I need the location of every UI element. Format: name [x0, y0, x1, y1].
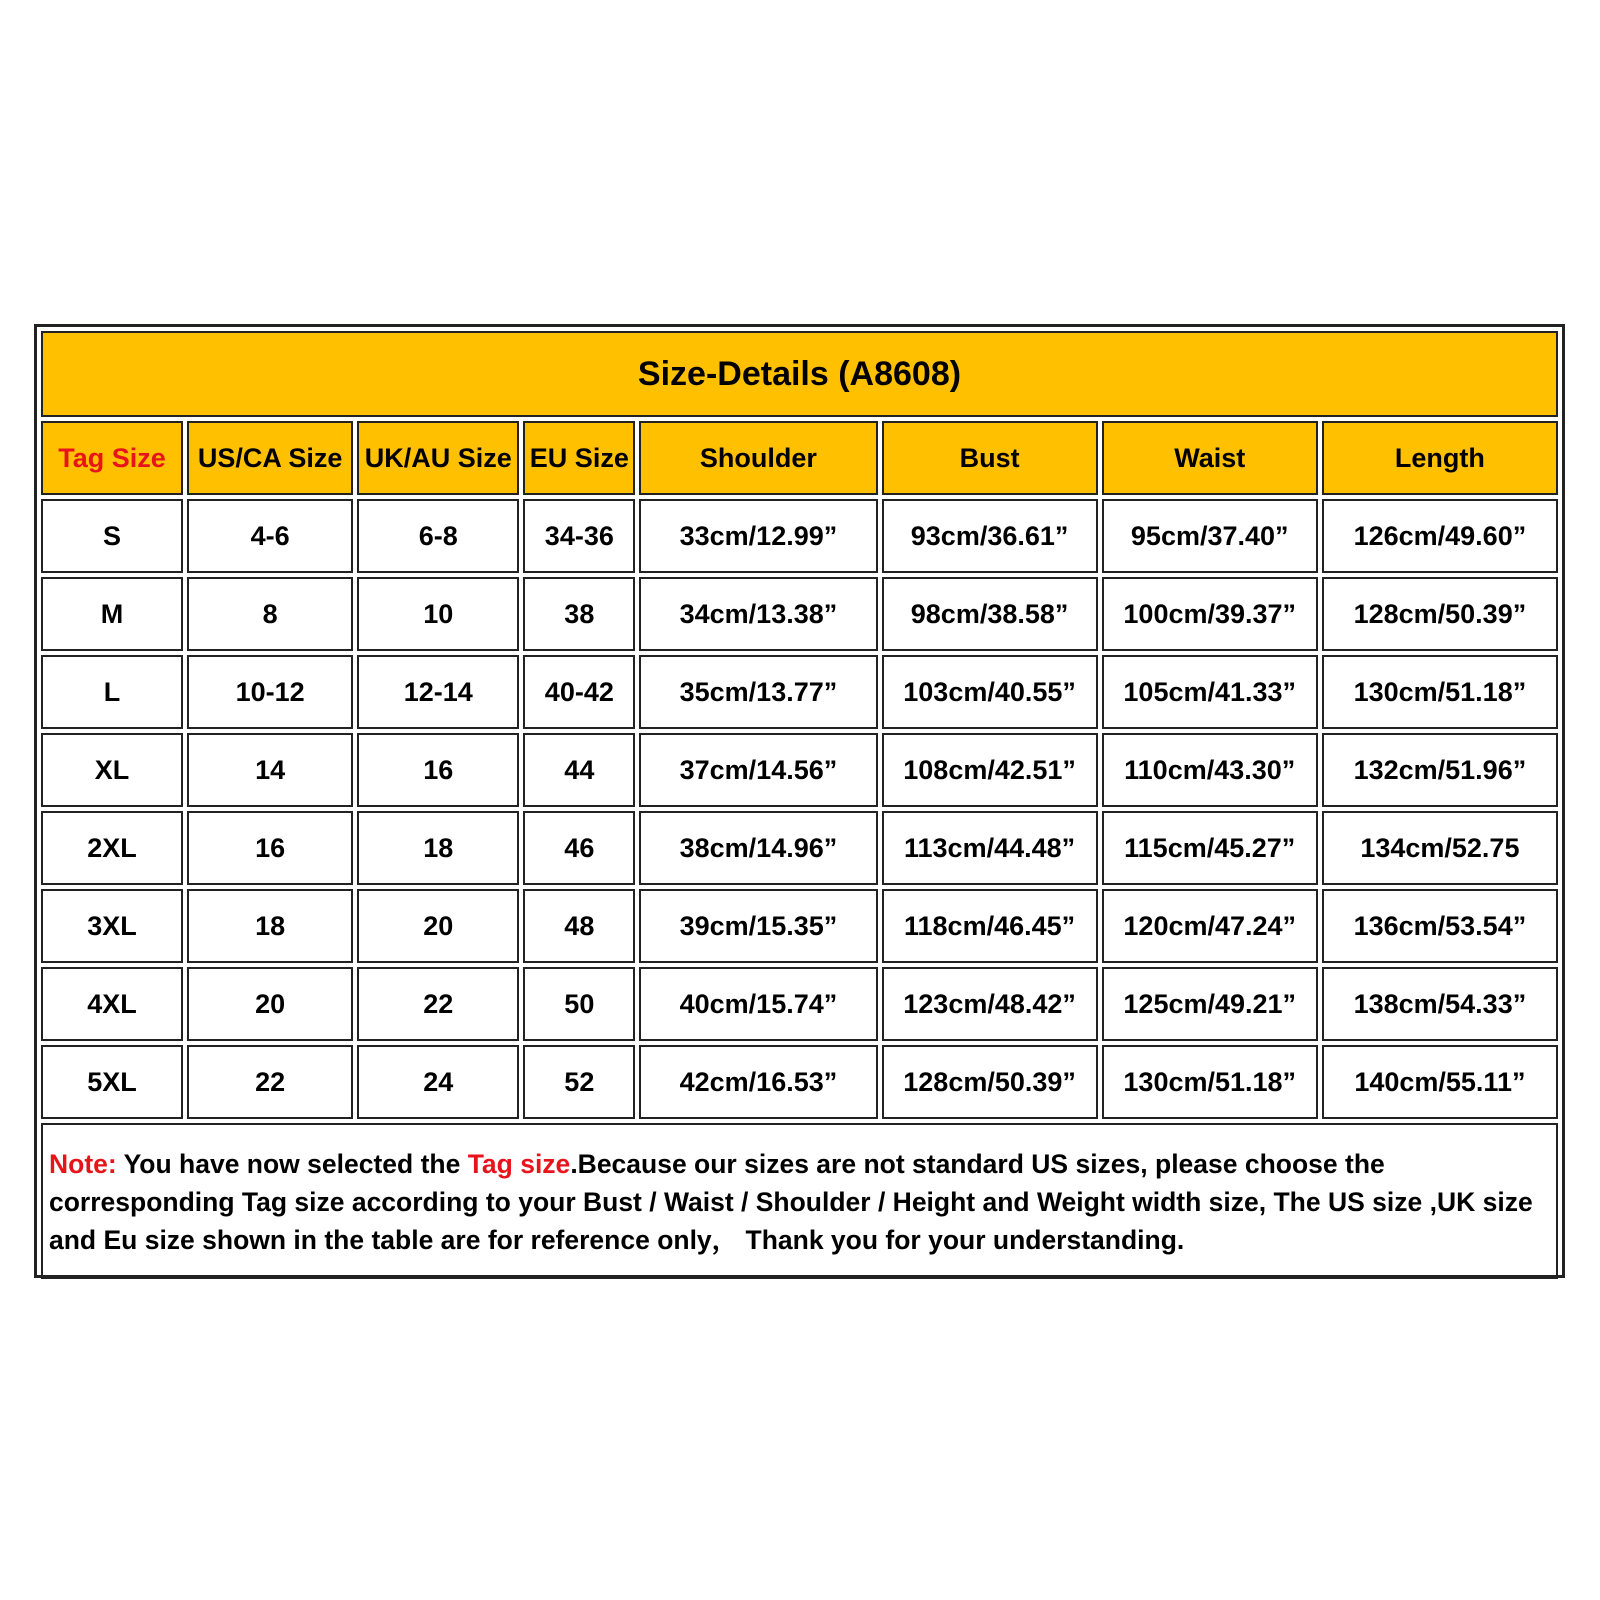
- table-row: [41, 577, 1558, 651]
- note-label: Note:: [49, 1149, 117, 1179]
- cell-length: 130cm/51.18”: [1322, 655, 1558, 729]
- cell-eu-size: 46: [523, 811, 635, 885]
- cell-waist: 120cm/47.24”: [1102, 889, 1318, 963]
- cell-length: 134cm/52.75: [1322, 811, 1558, 885]
- cell-length: 138cm/54.33”: [1322, 967, 1558, 1041]
- cell-bust: 103cm/40.55”: [882, 655, 1098, 729]
- table-row: [41, 889, 1558, 963]
- table-row: [41, 811, 1558, 885]
- size-chart-table: [37, 327, 1562, 1283]
- table-row: [41, 655, 1558, 729]
- cell-waist: 100cm/39.37”: [1102, 577, 1318, 651]
- cell-waist: 110cm/43.30”: [1102, 733, 1318, 807]
- header-bust: Bust: [882, 421, 1098, 495]
- cell-eu-size: 48: [523, 889, 635, 963]
- cell-tag-size: L: [41, 655, 183, 729]
- cell-eu-size: 34-36: [523, 499, 635, 573]
- cell-tag-size: S: [41, 499, 183, 573]
- note-row: [41, 1123, 1558, 1279]
- cell-us-ca-size: 16: [187, 811, 353, 885]
- cell-bust: 128cm/50.39”: [882, 1045, 1098, 1119]
- header-shoulder: Shoulder: [639, 421, 877, 495]
- cell-tag-size: 5XL: [41, 1045, 183, 1119]
- size-chart-frame: [34, 324, 1565, 1278]
- cell-us-ca-size: 18: [187, 889, 353, 963]
- cell-us-ca-size: 4-6: [187, 499, 353, 573]
- cell-eu-size: 52: [523, 1045, 635, 1119]
- cell-us-ca-size: 14: [187, 733, 353, 807]
- cell-bust: 123cm/48.42”: [882, 967, 1098, 1041]
- header-us-ca-size: US/CA Size: [187, 421, 353, 495]
- cell-shoulder: 40cm/15.74”: [639, 967, 877, 1041]
- cell-uk-au-size: 12-14: [357, 655, 519, 729]
- cell-shoulder: 33cm/12.99”: [639, 499, 877, 573]
- note-text-part-2: .Because our sizes are not standard US sizes, please choose the corresponding Tag size according to your Bust / Waist / Shoulder / Height and Weight width size, The US size ,UK size and Eu size shown in the table are for reference only， Thank you for your understanding.: [49, 1149, 1533, 1255]
- cell-us-ca-size: 8: [187, 577, 353, 651]
- note-text: [41, 1123, 1558, 1279]
- header-row: [41, 421, 1558, 495]
- cell-uk-au-size: 10: [357, 577, 519, 651]
- cell-waist: 115cm/45.27”: [1102, 811, 1318, 885]
- cell-bust: 93cm/36.61”: [882, 499, 1098, 573]
- table-row: [41, 499, 1558, 573]
- cell-tag-size: 2XL: [41, 811, 183, 885]
- header-uk-au-size: UK/AU Size: [357, 421, 519, 495]
- cell-eu-size: 44: [523, 733, 635, 807]
- cell-eu-size: 40-42: [523, 655, 635, 729]
- cell-waist: 130cm/51.18”: [1102, 1045, 1318, 1119]
- cell-uk-au-size: 6-8: [357, 499, 519, 573]
- note-highlight-tag-size: Tag size: [467, 1149, 571, 1179]
- cell-length: 126cm/49.60”: [1322, 499, 1558, 573]
- header-waist: Waist: [1102, 421, 1318, 495]
- cell-tag-size: 4XL: [41, 967, 183, 1041]
- cell-uk-au-size: 24: [357, 1045, 519, 1119]
- cell-us-ca-size: 10-12: [187, 655, 353, 729]
- table-row: [41, 1045, 1558, 1119]
- cell-tag-size: 3XL: [41, 889, 183, 963]
- cell-bust: 108cm/42.51”: [882, 733, 1098, 807]
- title-row: [41, 331, 1558, 417]
- cell-uk-au-size: 20: [357, 889, 519, 963]
- cell-length: 140cm/55.11”: [1322, 1045, 1558, 1119]
- cell-us-ca-size: 22: [187, 1045, 353, 1119]
- header-eu-size: EU Size: [523, 421, 635, 495]
- cell-length: 136cm/53.54”: [1322, 889, 1558, 963]
- note-text-part-1: You have now selected the: [116, 1149, 468, 1179]
- cell-uk-au-size: 16: [357, 733, 519, 807]
- cell-shoulder: 35cm/13.77”: [639, 655, 877, 729]
- cell-shoulder: 39cm/15.35”: [639, 889, 877, 963]
- cell-shoulder: 34cm/13.38”: [639, 577, 877, 651]
- cell-waist: 125cm/49.21”: [1102, 967, 1318, 1041]
- cell-shoulder: 38cm/14.96”: [639, 811, 877, 885]
- cell-bust: 113cm/44.48”: [882, 811, 1098, 885]
- table-row: [41, 967, 1558, 1041]
- cell-bust: 118cm/46.45”: [882, 889, 1098, 963]
- cell-shoulder: 42cm/16.53”: [639, 1045, 877, 1119]
- table-row: [41, 733, 1558, 807]
- cell-tag-size: M: [41, 577, 183, 651]
- cell-us-ca-size: 20: [187, 967, 353, 1041]
- cell-uk-au-size: 18: [357, 811, 519, 885]
- header-length: Length: [1322, 421, 1558, 495]
- cell-waist: 105cm/41.33”: [1102, 655, 1318, 729]
- cell-uk-au-size: 22: [357, 967, 519, 1041]
- cell-length: 132cm/51.96”: [1322, 733, 1558, 807]
- cell-tag-size: XL: [41, 733, 183, 807]
- cell-length: 128cm/50.39”: [1322, 577, 1558, 651]
- table-title: Size-Details (A8608): [41, 331, 1558, 417]
- cell-eu-size: 38: [523, 577, 635, 651]
- cell-waist: 95cm/37.40”: [1102, 499, 1318, 573]
- header-tag-size: Tag Size: [41, 421, 183, 495]
- cell-bust: 98cm/38.58”: [882, 577, 1098, 651]
- cell-shoulder: 37cm/14.56”: [639, 733, 877, 807]
- cell-eu-size: 50: [523, 967, 635, 1041]
